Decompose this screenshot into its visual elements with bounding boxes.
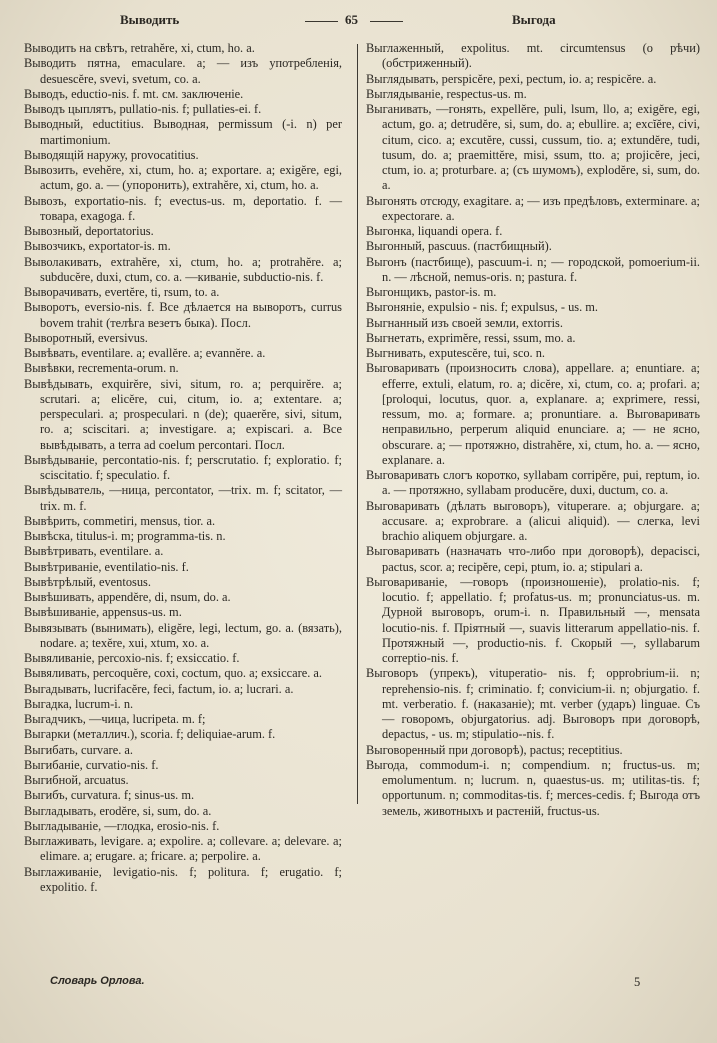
dictionary-entry: Выворотъ, eversio-nis. f. Все дѣлается на выворотъ, currus bovem trahit (телѣга везетъ быка). Посл. — [24, 300, 342, 330]
dictionary-entry: Вывѣвать, eventilare. a; evallĕre. a; evannĕre. a. — [24, 346, 266, 360]
dictionary-entry: Вывозчикъ, exportator-is. m. — [24, 239, 171, 254]
dictionary-entry: Выговаривать слогъ коротко, syllabam corripĕre, pui, reptum, io. a. — протяжно, syllabam producĕre, duxi, ductum, co. a. — [366, 468, 700, 498]
dictionary-entry: Выглаживаніе, levigatio-nis. f; politura. f; erugatio. f; expolitio. f. — [24, 864, 342, 894]
dictionary-entry: Выгадка, lucrum-i. n. — [24, 696, 134, 711]
dictionary-entry: Выговаривать (произносить слова), appellare. a; enuntiare. a; efferre, extuli, elatum, ro. a; dicĕre, xi, ctum, co. a; profari. a; [proloqui, locutus, quor. a, explanare. a; exprimere, ressi, ressum, mo. a; formare. a; pronuntiare. a. Выговаривать неправильно, perperum aliquid enunciare. a; — не ясно, obscurare. a; — протяжно, distrahĕre, xi, ctum, ho. a. — ясно, explanare. a. — [366, 361, 700, 467]
dictionary-entry: Выговоръ (упрекъ), vituperatio- nis. f; opprobrium-ii. n; reprehensio-nis. f; criminatio. f; convicium-ii. n; objurgatio. f. mt. verberatio. f. (наказаніе); mt. verber (ударъ) linguae. Съ — говоромъ, objurgatorius. adj. Выговоръ при договорѣ, depactus, - us. m; stipulatio--nis. f. — [366, 666, 700, 742]
dictionary-entry: Выволакивать, extrahĕre, xi, ctum, ho. a; protrahĕre. a; subducĕre, duxi, ctum, co. a. —киваніе, subductio-nis. f. — [24, 254, 342, 284]
header-rule-left — [305, 21, 338, 22]
dictionary-entry: Вывяливаніе, percoxio-nis. f; exsiccatio. f. — [24, 651, 240, 665]
dictionary-entry: Выводить на свѣтъ, retrahĕre, xi, ctum, ho. a. — [24, 41, 255, 55]
dictionary-entry: Выгнанный изъ своей земли, extorris. — [366, 315, 563, 330]
dictionary-entry: Вывѣтрѣлый, eventosus. — [24, 574, 151, 589]
dictionary-entry: Выводящій наружу, provocatitius. — [24, 147, 199, 162]
dictionary-entry: Вывѣдыватель, —ница, percontator, —trix. m. f; scitator, — trix. m. f. — [24, 483, 342, 513]
dictionary-entry: Выглядывать, perspicĕre, pexi, pectum, io. a; respicĕre. a. — [366, 71, 657, 86]
dictionary-entry: Вывѣтриваніе, eventilatio-nis. f. — [24, 559, 189, 574]
dictionary-entry: Вывѣтривать, eventilare. a. — [24, 544, 164, 559]
dictionary-entry: Выглаживать, levigare. a; expolire. a; collevare. a; delevare. a; elimare. a; erugare. a; fricare. a; perpolire. a. — [24, 834, 342, 864]
dictionary-entry: Выводный, eductitius. Выводная, permissum (-i. n) per martimonium. — [24, 117, 342, 147]
dictionary-entry: Выгода, commodum-i. n; compendium. n; fructus-us. m; emolumentum. n; lucrum. n, quaestus-us. m; utilitas-tis. f; opportunum. n; commoditas-tis. f; merces-cedis. f; Выгода отъ земель, животныхъ и растеній, fructus-us. — [366, 757, 700, 818]
dictionary-entry: Выговариваніе, —говоръ (произношеніе), prolatio-nis. f; locutio. f; appellatio. f; profatus-us. m; pronunciatus-us. m. Дурной выговоръ, orum-i. n. Правильный —, mensata locutio-nis. f. Пріятный —, suavis litterarum appellatio-nis. f. Протяжный —, productio-nis. f. Скорый —, syllabarum correptio-nis. f. — [366, 574, 700, 665]
dictionary-entry: Вывѣдывать, exquirĕre, sivi, situm, ro. a; perquirĕre. a; scrutari. a; elicĕre, cui, citum, io. a; extentare. a; perspeculari. a; prospeculari. n (de); quaerĕre, sivi, situm, ro. a; sciscitari. a; investigare. a; expiscari. a. Все вывѣдывать, a terra ad coelum percontari. Посл. — [24, 376, 342, 452]
dictionary-entry: Выгладываніе, —глодка, erosio-nis. f. — [24, 818, 220, 833]
dictionary-entry: Вывѣдываніе, percontatio-nis. f; perscrutatio. f; exploratio. f; sciscitatio. f; speculatio. f. — [24, 452, 342, 482]
dictionary-entry: Вывязывать (вынимать), eligĕre, legi, lectum, go. a. (вязать), nodare. a; texĕre, xui, xtum, xo. a. — [24, 620, 342, 650]
dictionary-entry: Выгибать, curvare. a. — [24, 742, 133, 757]
dictionary-entry: Выгонщикъ, pastor-is. m. — [366, 285, 497, 299]
dictionary-entry: Вывѣшивать, appendĕre, di, nsum, do. a. — [24, 590, 231, 604]
dictionary-entry: Вывозить, evehĕre, xi, ctum, ho. a; exportare. a; exigĕre, egi, actum, go. a. — (упоронить), extrahĕre, xi, ctum, ho. a. — [24, 163, 342, 193]
dictionary-entry: Выгонять отсюду, exagitare. a; — изъ предѣловъ, exterminare. a; expectorare. a. — [366, 193, 700, 223]
dictionary-entry: Выглаженный, expolitus. mt. circumtensus (о рѣчи) (обстриженный). — [366, 41, 700, 71]
page-number: 65 — [345, 12, 358, 27]
dictionary-entry: Выговоренный при договорѣ), pactus; receptitius. — [366, 742, 623, 757]
dictionary-entry: Выгарки (металлич.), scoria. f; deliquiae-arum. f. — [24, 727, 276, 742]
header-rule-right — [370, 21, 403, 22]
dictionary-entry: Выгадчикъ, —чица, lucripeta. m. f; — [24, 712, 206, 726]
dictionary-entry: Выводить пятна, emaculare. a; — изъ употребленія, desuescĕre, svevi, svetum, co. a. — [24, 56, 342, 86]
dictionary-entry: Выговаривать (дѣлать выговоръ), vituperare. a; objurgare. a; accusare. a; exprobrare. a (alicui aliquid). — слегка, levi brachio aliquem objurgare. a. — [366, 498, 700, 543]
dictionary-entry: Выгоняніе, expulsio - nis. f; expulsus, - us. m. — [366, 300, 599, 315]
running-head-left: Выводить — [120, 12, 180, 27]
dictionary-entry: Выгладывать, erodĕre, si, sum, do. a. — [24, 803, 212, 818]
dictionary-entry: Вывѣшиваніе, appensus-us. m. — [24, 605, 182, 620]
running-head-right: Выгода — [512, 12, 556, 27]
dictionary-entry: Выгибной, arcuatus. — [24, 773, 129, 787]
dictionary-entry: Выворачивать, evertĕre, ti, rsum, to. a. — [24, 285, 220, 299]
dictionary-entry: Выгонка, liquandi opera. f. — [366, 224, 503, 238]
dictionary-entry: Выгибъ, curvatura. f; sinus-us. m. — [24, 788, 195, 803]
dictionary-entry: Вывозный, deportatorius. — [24, 224, 154, 238]
dictionary-entry: Выводъ, eductio-nis. f. mt. см. заключеніе. — [24, 86, 244, 101]
dictionary-entry: Вывяливать, percoquĕre, coxi, coctum, quo. a; exsiccare. a. — [24, 666, 323, 681]
dictionary-entry: Вывѣвки, recrementa-orum. n. — [24, 361, 179, 376]
left-column — [24, 41, 342, 895]
dictionary-entry: Выводъ цыплятъ, pullatio-nis. f; pullaties-ei. f. — [24, 102, 262, 116]
dictionary-entry: Выговаривать (назначать что-либо при договорѣ), depacisci, pactus, scor. a; recipĕre, cepi, ptum, io. a; stipulari a. — [366, 544, 700, 574]
sheet-number: 5 — [634, 975, 641, 989]
dictionary-entry: Выглядываніе, respectus-us. m. — [366, 86, 527, 101]
dictionary-entry: Выгибаніе, curvatio-nis. f. — [24, 757, 159, 772]
dictionary-entry: Выганивать, —гонять, expellĕre, puli, lsum, llo, a; exigĕre, egi, actum, go. a; detrudĕre, si, sum, do. a; ebullire. a; excĭĕre, civi, citum, cico. a; excutĕre, cussi, cussum, tio. a; extundĕre, tudi, tusum, do. a; praemittĕre, misi, ssum, tto. a; projicĕre, jeci, ctum, io. a; proturbare. a; (съ шумомъ), explodĕre, si, sum, do. a. — [366, 102, 700, 193]
dictionary-entry: Вывѣрить, commetiri, mensus, tior. a. — [24, 513, 216, 528]
column-divider — [357, 44, 358, 804]
dictionary-entry: Вывѣска, titulus-i. m; programma-tis. n. — [24, 529, 226, 543]
dictionary-entry: Выгнивать, exputescĕre, tui, sco. n. — [366, 346, 546, 360]
dictionary-entry: Выгонный, pascuus. (пастбищный). — [366, 239, 552, 254]
right-column — [366, 41, 700, 819]
dictionary-entry: Вывозъ, exportatio-nis. f; evectus-us. m, deportatio. f. — товара, exagoga. f. — [24, 193, 342, 223]
dictionary-entry: Выгнетать, exprimĕre, ressi, ssum, mo. a. — [366, 330, 576, 345]
footer-signature: Словарь Орлова. — [50, 975, 145, 987]
dictionary-entry: Выворотный, eversivus. — [24, 330, 148, 345]
dictionary-entry: Выгонъ (пастбище), pascuum-i. n; — городской, pomoerium-ii. n. — лѣсной, nemus-oris. n; pastura. f. — [366, 254, 700, 284]
dictionary-entry: Выгадывать, lucrifacĕre, feci, factum, io. a; lucrari. a. — [24, 681, 294, 696]
